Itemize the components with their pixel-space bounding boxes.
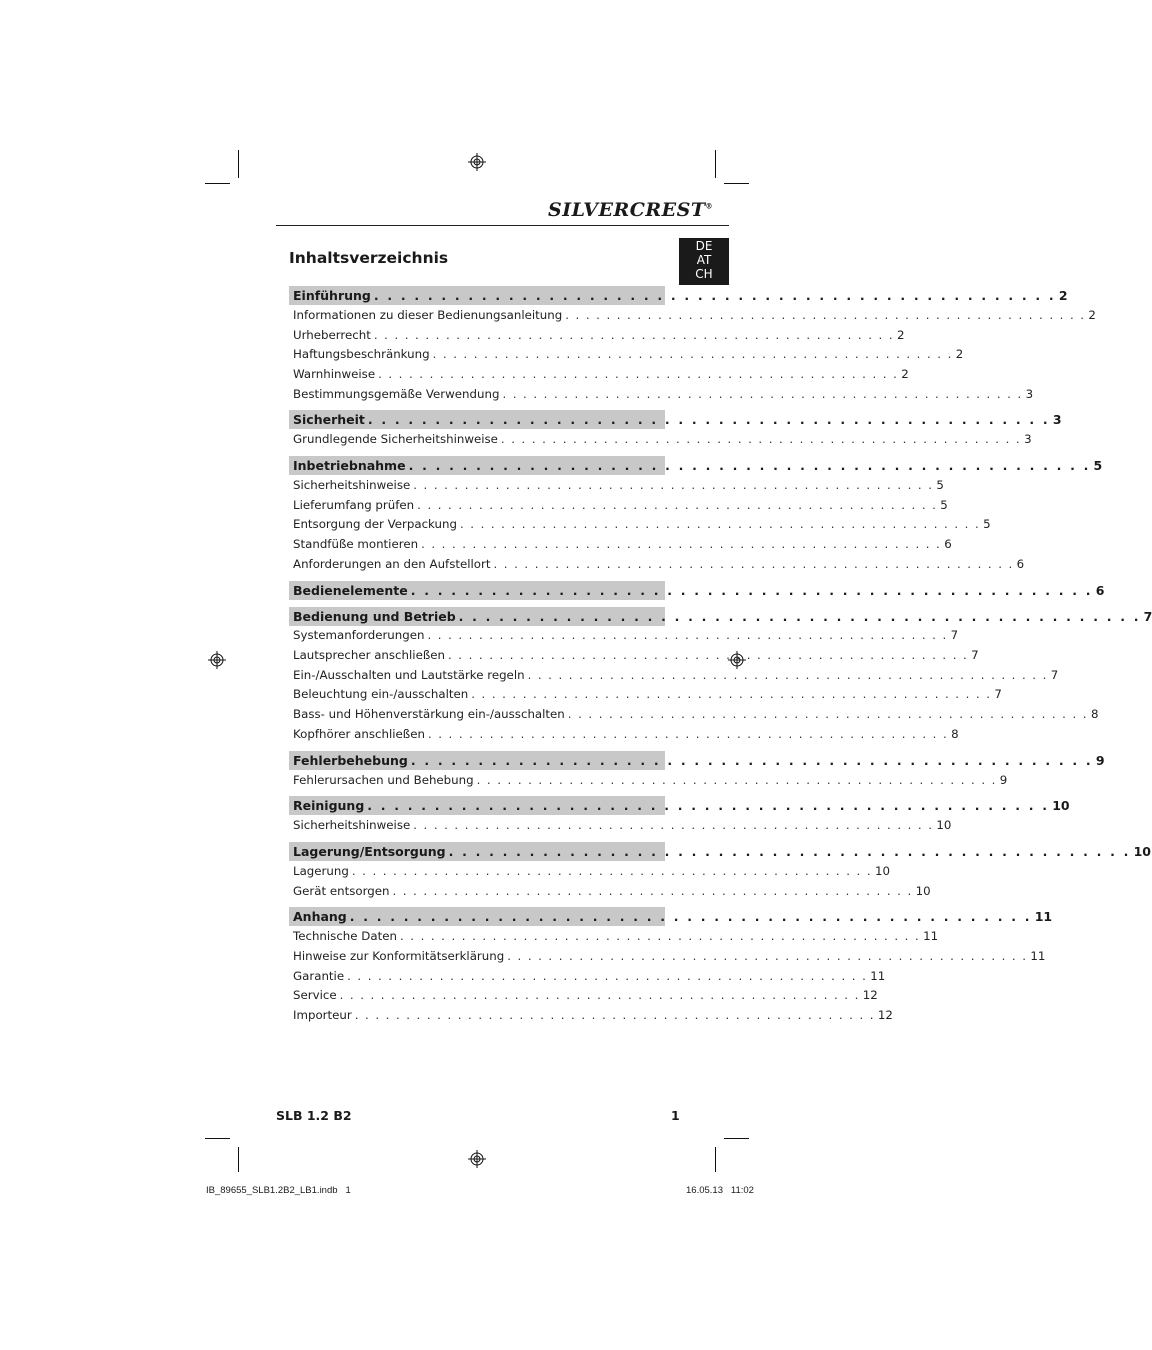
toc-entry-page: 11 [870, 968, 886, 983]
toc-entry-label: Sicherheitshinweise [293, 818, 411, 833]
toc-entry[interactable] [289, 704, 1099, 724]
toc-leader-dots: . . . . . . . . . . . . . . . . . . . . . . . . . . . . . . . . . . . . . . . . . . . . . . . . . . . [458, 608, 1141, 624]
toc-section-title: Fehlerbehebung [293, 752, 408, 768]
toc-entry[interactable] [289, 966, 886, 986]
toc-section-page: 10 [1133, 844, 1151, 860]
toc-leader-dots: . . . . . . . . . . . . . . . . . . . . . . . . . . . . . . . . . . . . . . . . . . . . . . . . . . . [367, 798, 1050, 814]
toc-leader-dots: . . . . . . . . . . . . . . . . . . . . . . . . . . . . . . . . . . . . . . . . . . . . . . . . . . . [502, 386, 1023, 401]
toc-section-title: Sicherheit [293, 412, 365, 428]
toc-leader-dots: . . . . . . . . . . . . . . . . . . . . . . . . . . . . . . . . . . . . . . . . . . . . . . . . . . . [367, 412, 1050, 428]
toc-leader-dots: . . . . . . . . . . . . . . . . . . . . . . . . . . . . . . . . . . . . . . . . . . . . . . . . . . . [413, 818, 934, 833]
toc-leader-dots: . . . . . . . . . . . . . . . . . . . . . . . . . . . . . . . . . . . . . . . . . . . . . . . . . . . [471, 687, 992, 702]
toc-leader-dots: . . . . . . . . . . . . . . . . . . . . . . . . . . . . . . . . . . . . . . . . . . . . . . . . . . . [399, 929, 921, 944]
toc-section-page: 7 [1143, 608, 1152, 624]
crop-mark-top-left-horizontal [205, 183, 230, 184]
page-title: Inhaltsverzeichnis [289, 249, 449, 267]
toc-entry-label: Systemanforderungen [293, 628, 425, 643]
print-slug-date: 16.05.13 11:02 [686, 1185, 754, 1196]
toc-entry[interactable] [289, 946, 1046, 966]
toc-entry-page: 8 [1090, 707, 1099, 722]
toc-section [289, 410, 1062, 449]
toc-section-heading[interactable] [289, 581, 1105, 600]
toc-entry[interactable] [289, 861, 890, 881]
toc-entry-label: Standfüße montieren [293, 537, 419, 552]
toc-entry-page: 11 [923, 929, 939, 944]
toc-entry-page: 3 [1025, 386, 1034, 401]
toc-leader-dots: . . . . . . . . . . . . . . . . . . . . . . . . . . . . . . . . . . . . . . . . . . . . . . . . . . . [459, 517, 981, 532]
toc-section [289, 842, 1151, 900]
toc-entry[interactable] [289, 815, 952, 835]
toc-entry-label: Ein-/Ausschalten und Lautstärke regeln [293, 667, 525, 682]
toc-leader-dots: . . . . . . . . . . . . . . . . . . . . . . . . . . . . . . . . . . . . . . . . . . . . . . . . . . . [565, 307, 1086, 322]
toc-entry-label: Lieferumfang prüfen [293, 497, 415, 512]
toc-entry-label: Bass- und Höhenverstärkung ein-/ausschalten [293, 707, 565, 722]
toc-leader-dots: . . . . . . . . . . . . . . . . . . . . . . . . . . . . . . . . . . . . . . . . . . . . . . . . . . . [493, 556, 1014, 571]
toc-entry-label: Fehlerursachen und Behebung [293, 772, 474, 787]
language-tab [679, 238, 729, 285]
toc-entry-label: Garantie [293, 968, 345, 983]
toc-entry[interactable] [289, 724, 959, 744]
toc-section-page: 11 [1034, 909, 1053, 925]
toc-entry[interactable] [289, 926, 939, 946]
toc-entry-label: Kopfhörer anschließen [293, 726, 425, 741]
crop-mark-top-right-horizontal [724, 183, 749, 184]
toc-entry[interactable] [289, 665, 1059, 685]
toc-entry-page: 7 [950, 628, 959, 643]
toc-leader-dots: . . . . . . . . . . . . . . . . . . . . . . . . . . . . . . . . . . . . . . . . . . . . . . . . . . . [392, 883, 913, 898]
brand-logo-part2: CREST [629, 199, 706, 221]
toc-entry-label: Hinweise zur Konformitätserklärung [293, 948, 505, 963]
toc-entry[interactable] [289, 344, 964, 364]
toc-leader-dots: . . . . . . . . . . . . . . . . . . . . . . . . . . . . . . . . . . . . . . . . . . . . . . . . . . . [567, 707, 1088, 722]
toc-entry-label: Service [293, 988, 337, 1003]
toc-section-page: 5 [1093, 458, 1103, 474]
crop-mark-bottom-left-horizontal [205, 1138, 230, 1139]
toc-leader-dots: . . . . . . . . . . . . . . . . . . . . . . . . . . . . . . . . . . . . . . . . . . . . . . . . . . . [354, 1008, 875, 1023]
toc-section-heading[interactable] [289, 907, 1053, 926]
toc-entry-page: 7 [1050, 667, 1059, 682]
toc-entry-label: Gerät entsorgen [293, 883, 390, 898]
toc-entry-label: Beleuchtung ein-/ausschalten [293, 687, 469, 702]
toc-leader-dots: . . . . . . . . . . . . . . . . . . . . . . . . . . . . . . . . . . . . . . . . . . . . . . . . . . . [421, 537, 942, 552]
toc-entry-page: 2 [901, 366, 909, 381]
toc-entry-label: Anforderungen an den Aufstellort [293, 556, 491, 571]
toc-entry[interactable] [289, 325, 905, 345]
toc-leader-dots: . . . . . . . . . . . . . . . . . . . . . . . . . . . . . . . . . . . . . . . . . . . . . . . . . . . [351, 863, 872, 878]
toc-section [289, 286, 1096, 403]
toc-entry-page: 2 [896, 327, 905, 342]
toc-leader-dots: . . . . . . . . . . . . . . . . . . . . . . . . . . . . . . . . . . . . . . . . . . . . . . . . . . . [373, 327, 894, 342]
toc-entry-page: 12 [862, 988, 878, 1003]
toc-entry-label: Haftungsbeschränkung [293, 347, 430, 362]
toc-entry[interactable] [289, 881, 931, 901]
toc-entry[interactable] [289, 305, 1096, 325]
toc-section-title: Einführung [293, 288, 371, 303]
table-of-contents [289, 286, 1152, 1032]
language-code: AT [696, 253, 712, 267]
toc-section-heading[interactable] [289, 410, 1062, 429]
toc-section-page: 2 [1058, 288, 1068, 303]
toc-entry-label: Lautsprecher anschließen [293, 648, 445, 663]
crop-mark-top-right-vertical [715, 150, 716, 178]
toc-entry-page: 6 [944, 537, 952, 552]
toc-entry-page: 11 [1030, 948, 1046, 963]
crop-mark-top-left-vertical [238, 150, 239, 178]
toc-entry-page: 8 [951, 726, 959, 741]
toc-leader-dots: . . . . . . . . . . . . . . . . . . . . . . . . . . . . . . . . . . . . . . . . . . . . . . . . . . . [373, 288, 1056, 303]
toc-entry[interactable] [289, 534, 952, 554]
registered-mark: ® [705, 201, 713, 211]
toc-section-title: Inbetriebnahme [293, 458, 406, 474]
toc-entry-label: Urheberrecht [293, 327, 371, 342]
footer-model: SLB 1.2 B2 [276, 1108, 352, 1123]
toc-entry-label: Technische Daten [293, 929, 397, 944]
toc-entry-label: Grundlegende Sicherheitshinweise [293, 432, 498, 447]
toc-leader-dots: . . . . . . . . . . . . . . . . . . . . . . . . . . . . . . . . . . . . . . . . . . . . . . . . . . . [507, 948, 1028, 963]
toc-section [289, 607, 1152, 744]
toc-entry-label: Warnhinweise [293, 366, 376, 381]
toc-entry-label: Lagerung [293, 863, 349, 878]
toc-section-page: 3 [1052, 412, 1062, 428]
toc-entry-page: 6 [1016, 556, 1025, 571]
toc-entry-page: 12 [877, 1008, 893, 1023]
toc-section-page: 6 [1095, 582, 1105, 598]
crop-mark-bottom-right-vertical [715, 1147, 716, 1172]
toc-entry-page: 7 [971, 648, 979, 663]
toc-entry-page: 5 [936, 477, 944, 492]
toc-entry-page: 2 [1088, 307, 1096, 322]
toc-entry-page: 7 [994, 687, 1002, 702]
toc-entry[interactable] [289, 554, 1025, 574]
toc-section-heading[interactable] [289, 286, 1068, 305]
toc-entry[interactable] [289, 685, 1002, 705]
toc-section-heading[interactable] [289, 751, 1105, 770]
toc-entry[interactable] [289, 384, 1034, 404]
registration-mark-icon [468, 153, 486, 171]
toc-entry[interactable] [289, 495, 948, 515]
footer-page-number: 1 [671, 1108, 680, 1123]
toc-leader-dots: . . . . . . . . . . . . . . . . . . . . . . . . . . . . . . . . . . . . . . . . . . . . . . . . . . . [500, 432, 1022, 447]
toc-section-title: Bedienelemente [293, 582, 408, 598]
toc-entry[interactable] [289, 515, 991, 535]
crop-mark-bottom-left-vertical [238, 1147, 239, 1172]
toc-entry-label: Informationen zu dieser Bedienungsanleitung [293, 307, 563, 322]
toc-section-title: Bedienung und Betrieb [293, 608, 456, 624]
toc-section-heading[interactable] [289, 607, 1152, 626]
toc-section-title: Anhang [293, 909, 347, 925]
toc-leader-dots: . . . . . . . . . . . . . . . . . . . . . . . . . . . . . . . . . . . . . . . . . . . . . . . . . . . [527, 667, 1048, 682]
toc-section-heading[interactable] [289, 456, 1103, 475]
toc-entry[interactable] [289, 645, 979, 665]
toc-entry-page: 9 [999, 772, 1008, 787]
toc-leader-dots: . . . . . . . . . . . . . . . . . . . . . . . . . . . . . . . . . . . . . . . . . . . . . . . . . . . [339, 988, 860, 1003]
toc-entry[interactable] [289, 429, 1032, 449]
toc-leader-dots: . . . . . . . . . . . . . . . . . . . . . . . . . . . . . . . . . . . . . . . . . . . . . . . . . . . [349, 909, 1032, 925]
toc-leader-dots: . . . . . . . . . . . . . . . . . . . . . . . . . . . . . . . . . . . . . . . . . . . . . . . . . . . [413, 477, 934, 492]
toc-leader-dots: . . . . . . . . . . . . . . . . . . . . . . . . . . . . . . . . . . . . . . . . . . . . . . . . . . . [347, 968, 868, 983]
toc-entry[interactable] [289, 1005, 893, 1025]
print-slug-file: IB_89655_SLB1.2B2_LB1.indb 1 [206, 1185, 351, 1196]
toc-entry[interactable] [289, 770, 1008, 790]
toc-section [289, 751, 1105, 790]
registration-mark-icon [468, 1150, 486, 1168]
language-code: CH [695, 267, 713, 281]
toc-section-page: 9 [1095, 752, 1105, 768]
toc-leader-dots: . . . . . . . . . . . . . . . . . . . . . . . . . . . . . . . . . . . . . . . . . . . . . . . . . . . [378, 366, 899, 381]
language-code: DE [695, 239, 713, 253]
toc-entry-page: 5 [940, 497, 948, 512]
toc-section [289, 796, 1070, 835]
toc-leader-dots: . . . . . . . . . . . . . . . . . . . . . . . . . . . . . . . . . . . . . . . . . . . . . . . . . . . [427, 726, 949, 741]
toc-section-title: Lagerung/Entsorgung [293, 844, 446, 860]
toc-leader-dots: . . . . . . . . . . . . . . . . . . . . . . . . . . . . . . . . . . . . . . . . . . . . . . . . . . . [410, 582, 1093, 598]
toc-leader-dots: . . . . . . . . . . . . . . . . . . . . . . . . . . . . . . . . . . . . . . . . . . . . . . . . . . . [448, 844, 1131, 860]
toc-leader-dots: . . . . . . . . . . . . . . . . . . . . . . . . . . . . . . . . . . . . . . . . . . . . . . . . . . . [476, 772, 997, 787]
header-rule [276, 225, 729, 226]
toc-leader-dots: . . . . . . . . . . . . . . . . . . . . . . . . . . . . . . . . . . . . . . . . . . . . . . . . . . . [417, 497, 938, 512]
crop-mark-bottom-right-horizontal [724, 1138, 749, 1139]
toc-section-heading[interactable] [289, 842, 1151, 861]
toc-entry-label: Importeur [293, 1008, 352, 1023]
toc-leader-dots: . . . . . . . . . . . . . . . . . . . . . . . . . . . . . . . . . . . . . . . . . . . . . . . . . . . [448, 648, 969, 663]
brand-logo-part1: SILVER [548, 199, 630, 221]
toc-entry-label: Entsorgung der Verpackung [293, 517, 457, 532]
toc-entry-label: Sicherheitshinweise [293, 477, 411, 492]
toc-leader-dots: . . . . . . . . . . . . . . . . . . . . . . . . . . . . . . . . . . . . . . . . . . . . . . . . . . . [432, 347, 953, 362]
toc-leader-dots: . . . . . . . . . . . . . . . . . . . . . . . . . . . . . . . . . . . . . . . . . . . . . . . . . . . [408, 458, 1091, 474]
brand-logo [548, 199, 713, 221]
toc-entry[interactable] [289, 364, 909, 384]
toc-entry-label: Bestimmungsgemäße Verwendung [293, 386, 500, 401]
toc-entry[interactable] [289, 986, 878, 1006]
toc-section-heading[interactable] [289, 796, 1070, 815]
toc-leader-dots: . . . . . . . . . . . . . . . . . . . . . . . . . . . . . . . . . . . . . . . . . . . . . . . . . . . [427, 628, 948, 643]
toc-entry-page: 3 [1024, 432, 1032, 447]
toc-entry-page: 10 [936, 818, 952, 833]
toc-section-page: 10 [1052, 798, 1070, 814]
toc-entry-page: 10 [915, 883, 931, 898]
registration-mark-icon [208, 651, 226, 669]
toc-entry-page: 2 [955, 347, 964, 362]
toc-entry-page: 5 [983, 517, 991, 532]
toc-entry-page: 10 [874, 863, 890, 878]
toc-entry[interactable] [289, 475, 944, 495]
toc-section-title: Reinigung [293, 798, 365, 814]
toc-section [289, 456, 1103, 573]
toc-entry[interactable] [289, 626, 959, 646]
toc-leader-dots: . . . . . . . . . . . . . . . . . . . . . . . . . . . . . . . . . . . . . . . . . . . . . . . . . . . [410, 752, 1093, 768]
toc-section [289, 581, 1105, 600]
toc-section [289, 907, 1053, 1024]
